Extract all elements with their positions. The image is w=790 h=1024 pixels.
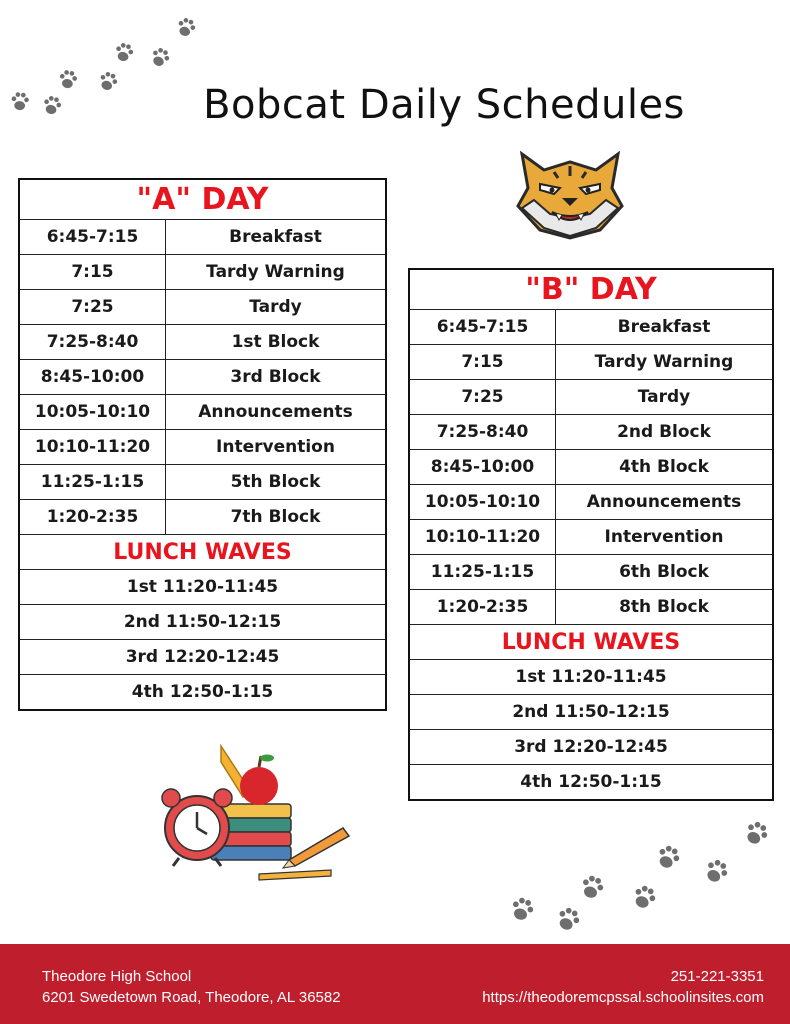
table-row xyxy=(19,605,386,640)
table-row xyxy=(19,570,386,605)
activity-cell: 4th Block xyxy=(556,450,774,485)
time-cell: 7:25-8:40 xyxy=(409,415,556,450)
time-cell: 7:15 xyxy=(409,345,556,380)
time-cell: 10:05-10:10 xyxy=(409,485,556,520)
lunch-wave-cell: 2nd 11:50-12:15 xyxy=(409,695,773,730)
activity-cell: Tardy Warning xyxy=(556,345,774,380)
activity-cell: 6th Block xyxy=(556,555,774,590)
a-day-heading: "A" DAY xyxy=(19,179,386,220)
website-link[interactable]: https://theodoremcpssal.schoolinsites.com xyxy=(482,989,764,1006)
paw-print-icon xyxy=(149,46,172,69)
table-row xyxy=(409,485,773,520)
time-cell: 8:45-10:00 xyxy=(409,450,556,485)
lunch-waves-heading: LUNCH WAVES xyxy=(19,535,386,570)
activity-cell: Tardy Warning xyxy=(166,255,387,290)
lunch-wave-cell: 1st 11:20-11:45 xyxy=(409,660,773,695)
paw-print-icon xyxy=(742,819,771,848)
activity-cell: 3rd Block xyxy=(166,360,387,395)
activity-cell: 7th Block xyxy=(166,500,387,535)
activity-cell: 5th Block xyxy=(166,465,387,500)
time-cell: 7:25 xyxy=(19,290,166,325)
table-row xyxy=(19,500,386,535)
table-row xyxy=(409,520,773,555)
time-cell: 7:25 xyxy=(409,380,556,415)
paw-print-icon xyxy=(702,857,731,886)
paw-print-icon xyxy=(654,843,682,871)
footer xyxy=(0,944,790,1024)
time-cell: 11:25-1:15 xyxy=(19,465,166,500)
school-supplies-illustration xyxy=(155,742,355,882)
time-cell: 7:15 xyxy=(19,255,166,290)
table-row xyxy=(19,640,386,675)
activity-cell: Tardy xyxy=(556,380,774,415)
table-row xyxy=(409,380,773,415)
page-title: Bobcat Daily Schedules xyxy=(203,82,685,128)
time-cell: 8:45-10:00 xyxy=(19,360,166,395)
activity-cell: Announcements xyxy=(166,395,387,430)
school-name: Theodore High School xyxy=(42,968,192,985)
time-cell: 6:45-7:15 xyxy=(409,310,556,345)
time-cell: 10:05-10:10 xyxy=(19,395,166,430)
activity-cell: 1st Block xyxy=(166,325,387,360)
apple-icon xyxy=(240,755,278,806)
table-row xyxy=(409,555,773,590)
table-row xyxy=(409,765,773,801)
table-row xyxy=(409,415,773,450)
paw-print-icon xyxy=(175,16,197,38)
time-cell: 11:25-1:15 xyxy=(409,555,556,590)
lunch-wave-cell: 1st 11:20-11:45 xyxy=(19,570,386,605)
paw-print-icon xyxy=(114,42,135,64)
activity-cell: 2nd Block xyxy=(556,415,774,450)
lunch-wave-cell: 4th 12:50-1:15 xyxy=(19,675,386,711)
table-row xyxy=(19,395,386,430)
phone-number: 251-221-3351 xyxy=(670,968,764,985)
table-row xyxy=(409,590,773,625)
paw-print-icon xyxy=(630,883,658,911)
table-row xyxy=(19,360,386,395)
time-cell: 7:25-8:40 xyxy=(19,325,166,360)
table-row xyxy=(409,450,773,485)
paw-print-icon xyxy=(579,873,606,900)
activity-cell: Intervention xyxy=(166,430,387,465)
a-day-schedule-table xyxy=(18,178,387,711)
lunch-wave-cell: 3rd 12:20-12:45 xyxy=(19,640,386,675)
table-row xyxy=(19,255,386,290)
lunch-wave-cell: 3rd 12:20-12:45 xyxy=(409,730,773,765)
time-cell: 10:10-11:20 xyxy=(409,520,556,555)
table-row xyxy=(19,675,386,711)
time-cell: 1:20-2:35 xyxy=(19,500,166,535)
paw-print-icon xyxy=(554,905,582,933)
table-row xyxy=(19,325,386,360)
activity-cell: Announcements xyxy=(556,485,774,520)
lunch-wave-cell: 2nd 11:50-12:15 xyxy=(19,605,386,640)
table-row xyxy=(409,730,773,765)
table-row xyxy=(409,345,773,380)
activity-cell: Tardy xyxy=(166,290,387,325)
time-cell: 10:10-11:20 xyxy=(19,430,166,465)
paw-print-icon xyxy=(509,895,536,922)
table-row xyxy=(19,290,386,325)
activity-cell: Breakfast xyxy=(166,220,387,255)
school-address: 6201 Swedetown Road, Theodore, AL 36582 xyxy=(42,989,341,1006)
table-row xyxy=(19,220,386,255)
table-row xyxy=(409,310,773,345)
table-row xyxy=(19,465,386,500)
b-day-schedule-table xyxy=(408,268,774,801)
time-cell: 1:20-2:35 xyxy=(409,590,556,625)
activity-cell: Breakfast xyxy=(556,310,774,345)
lunch-wave-cell: 4th 12:50-1:15 xyxy=(409,765,773,801)
table-row xyxy=(19,430,386,465)
lunch-waves-heading: LUNCH WAVES xyxy=(409,625,773,660)
b-day-heading: "B" DAY xyxy=(409,269,773,310)
bobcat-mascot-icon xyxy=(514,148,626,240)
table-row xyxy=(409,695,773,730)
time-cell: 6:45-7:15 xyxy=(19,220,166,255)
table-row xyxy=(409,660,773,695)
activity-cell: 8th Block xyxy=(556,590,774,625)
activity-cell: Intervention xyxy=(556,520,774,555)
